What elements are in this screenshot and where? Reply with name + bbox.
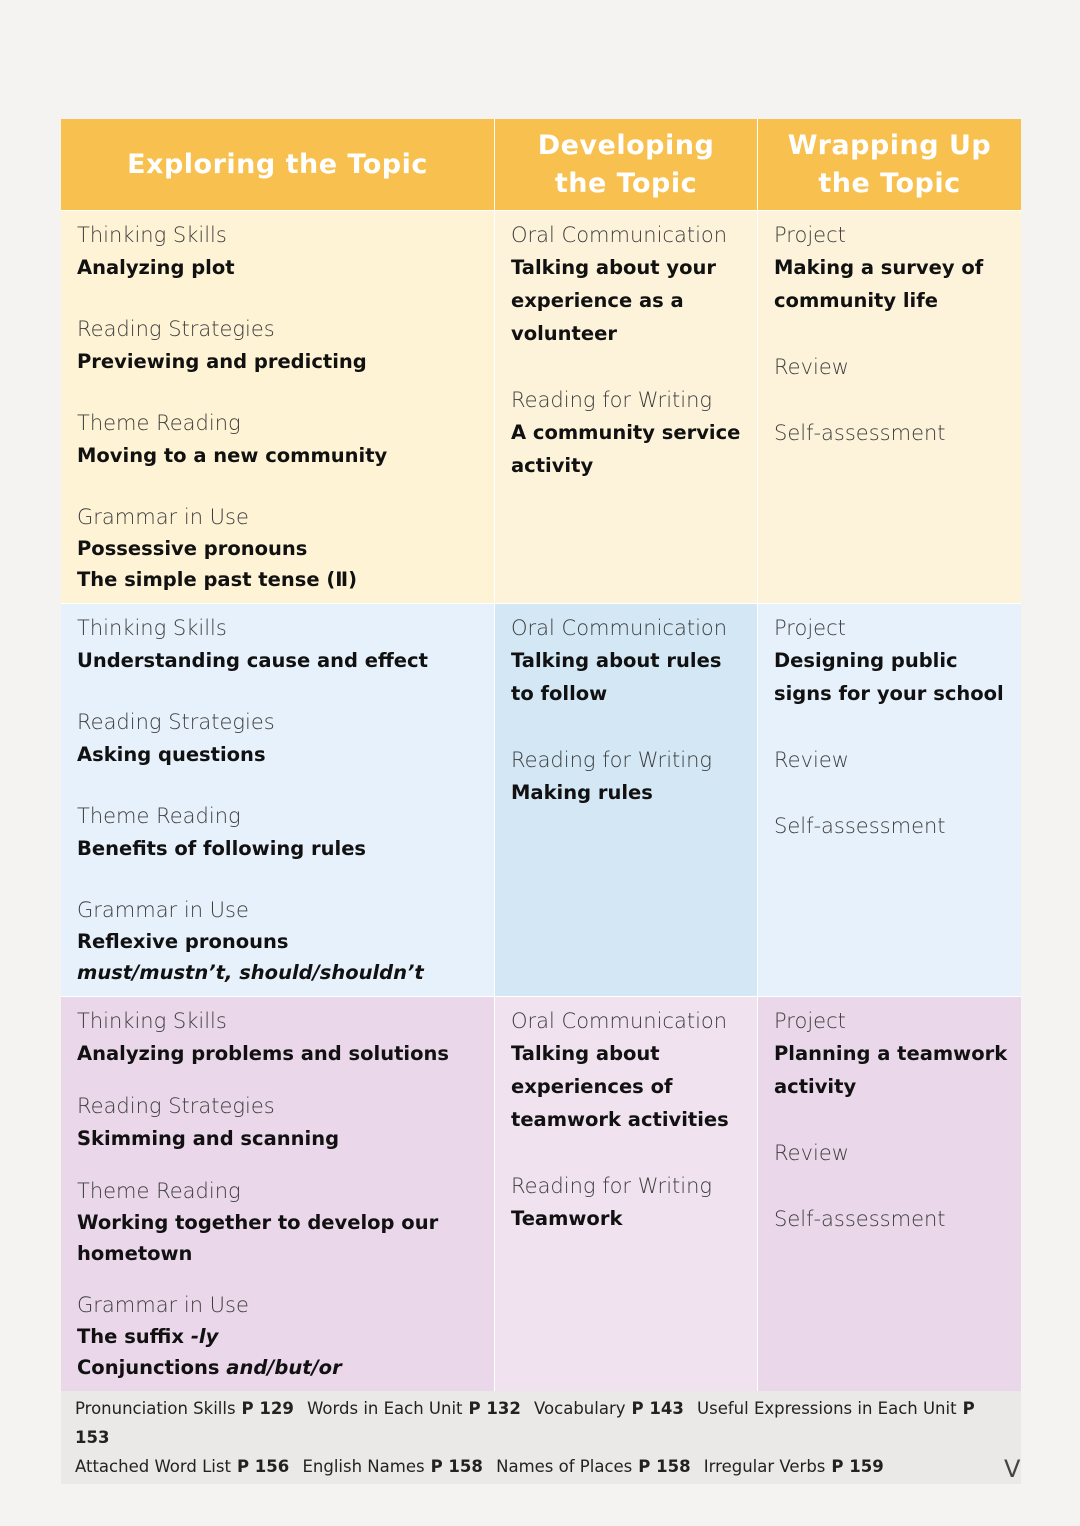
theme-reading-label: Theme Reading [77, 1179, 241, 1203]
theme-reading-label: Theme Reading [77, 411, 241, 435]
unit1-wrap-cell [758, 211, 1021, 603]
grammar-italic-text: and/but/or [226, 1356, 342, 1379]
theme-reading-item: Working together to develop our hometown [77, 1211, 439, 1265]
thinking-skills-item: Analyzing plot [77, 256, 235, 279]
reading-for-writing-item: Teamwork [511, 1207, 623, 1230]
theme-reading-item: Moving to a new community [77, 444, 388, 467]
grammar-text: The suffix [77, 1325, 191, 1348]
project-label: Project [774, 1009, 846, 1033]
reading-for-writing-label: Reading for Writing [511, 748, 713, 772]
review-label: Review [774, 1141, 849, 1165]
grammar-italic-text: -ly [190, 1325, 219, 1348]
oral-communication-item: Talking about your experience as a volunteer [511, 256, 717, 345]
oral-communication-label: Oral Communication [511, 223, 728, 247]
unit2-explore-cell [61, 604, 494, 996]
unit3-develop-cell [495, 997, 757, 1391]
grammar-text: Conjunctions [77, 1356, 227, 1379]
grammar-item: Possessive pronouns [77, 537, 308, 560]
reading-strategies-label: Reading Strategies [77, 710, 275, 734]
appendix-line-2 [75, 1452, 1011, 1481]
grammar-label: Grammar in Use [77, 505, 249, 529]
reading-strategies-label: Reading Strategies [77, 1094, 275, 1118]
appendix-entry-page: P 153 [75, 1399, 975, 1447]
appendix-entry-label: Useful Expressions in Each Unit [697, 1399, 957, 1418]
reading-for-writing-label: Reading for Writing [511, 388, 713, 412]
thinking-skills-item: Analyzing problems and solutions [77, 1042, 449, 1065]
appendix-entry-page: P 129 [241, 1399, 294, 1418]
project-item: Designing public signs for your school [774, 649, 1004, 705]
appendix-entry-label: English Names [302, 1457, 425, 1476]
reading-for-writing-item: Making rules [511, 781, 653, 804]
header-exploring [61, 119, 494, 210]
appendix-entry-label: Irregular Verbs [703, 1457, 826, 1476]
grammar-item [77, 1321, 484, 1352]
header-developing [495, 119, 757, 210]
unit2-wrap-cell [758, 604, 1021, 996]
header-exploring-label: Exploring the Topic [127, 148, 428, 180]
appendix-entry-page: P 143 [631, 1399, 684, 1418]
oral-communication-label: Oral Communication [511, 1009, 728, 1033]
unit3-explore-cell [61, 997, 494, 1391]
header-wrapping [758, 119, 1021, 210]
reading-strategies-item: Asking questions [77, 743, 266, 766]
appendix-entry-page: P 132 [468, 1399, 521, 1418]
grammar-item: must/mustn’t, should/shouldn’t [77, 961, 424, 984]
reading-strategies-item: Previewing and predicting [77, 350, 367, 373]
appendix-index [61, 1391, 1021, 1484]
appendix-entry-label: Words in Each Unit [307, 1399, 463, 1418]
thinking-skills-label: Thinking Skills [77, 223, 227, 247]
oral-communication-item: Talking about experiences of teamwork activities [511, 1042, 729, 1131]
thinking-skills-label: Thinking Skills [77, 1009, 227, 1033]
unit1-develop-cell [495, 211, 757, 603]
unit3-wrap-cell [758, 997, 1021, 1391]
appendix-entry-page: P 156 [236, 1457, 290, 1476]
thinking-skills-item: Understanding cause and effect [77, 649, 428, 672]
project-label: Project [774, 223, 846, 247]
theme-reading-label: Theme Reading [77, 804, 241, 828]
contents-grid [61, 119, 1021, 1391]
header-developing-label: Developing the Topic [537, 129, 715, 199]
unit2-develop-cell [495, 604, 757, 996]
grammar-label: Grammar in Use [77, 898, 249, 922]
unit1-explore-cell [61, 211, 494, 603]
appendix-entry-label: Attached Word List [75, 1457, 231, 1476]
reading-for-writing-item: A community service activity [511, 421, 741, 477]
contents-table [61, 119, 1021, 1484]
reading-strategies-label: Reading Strategies [77, 317, 275, 341]
review-label: Review [774, 355, 849, 379]
appendix-entry-label: Pronunciation Skills [75, 1399, 236, 1418]
oral-communication-item: Talking about rules to follow [511, 649, 722, 705]
reading-strategies-item: Skimming and scanning [77, 1127, 340, 1150]
theme-reading-item: Benefits of following rules [77, 837, 367, 860]
project-item: Planning a teamwork activity [774, 1042, 1008, 1098]
appendix-entry-page: P 158 [638, 1457, 691, 1476]
grammar-item: The simple past tense (Ⅱ) [77, 568, 358, 591]
grammar-item [77, 1352, 484, 1383]
appendix-entry-label: Names of Places [496, 1457, 633, 1476]
oral-communication-label: Oral Communication [511, 616, 728, 640]
project-label: Project [774, 616, 846, 640]
appendix-entry-page: P 158 [430, 1457, 483, 1476]
review-label: Review [774, 748, 849, 772]
project-item: Making a survey of community life [774, 256, 984, 312]
reading-for-writing-label: Reading for Writing [511, 1174, 713, 1198]
self-assessment-label: Self-assessment [774, 814, 946, 838]
appendix-entry-page: P 159 [831, 1457, 884, 1476]
grammar-label: Grammar in Use [77, 1293, 249, 1317]
appendix-line-1 [75, 1394, 1011, 1452]
self-assessment-label: Self-assessment [774, 1207, 946, 1231]
header-wrapping-label: Wrapping Up the Topic [787, 129, 992, 199]
self-assessment-label: Self-assessment [774, 421, 946, 445]
appendix-entry-label: Vocabulary [534, 1399, 626, 1418]
page-number: V [1004, 1455, 1021, 1483]
thinking-skills-label: Thinking Skills [77, 616, 227, 640]
grammar-item: Reflexive pronouns [77, 930, 289, 953]
